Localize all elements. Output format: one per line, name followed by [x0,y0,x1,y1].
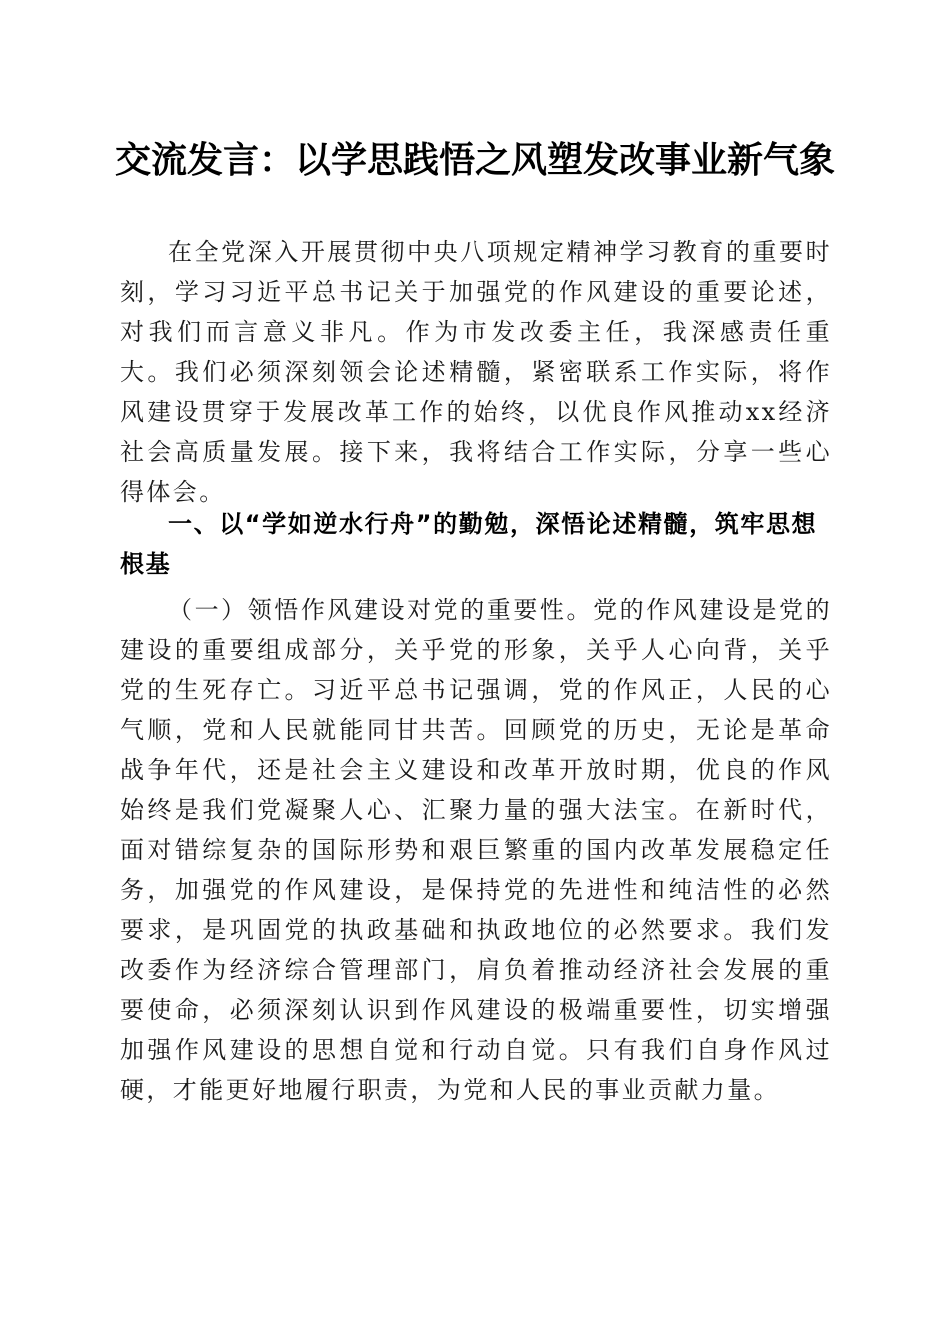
intro-paragraph: 在全党深入开展贯彻中央八项规定精神学习教育的重要时刻，学习习近平总书记关于加强党的作风建设的重要论述，对我们而言意义非凡。作为市发改委主任，我深感责任重大。我们必须深刻领会论述精髓，紧密联系工作实际，将作风建设贯穿于发展改革工作的始终，以优良作风推动xx经济社会高质量发展。接下来，我将结合工作实际，分享一些心得体会。 [120,238,832,506]
section-paragraph-1 [120,590,832,1110]
section-heading-1: 一、以“学如逆水行舟”的勤勉，深悟论述精髓，筑牢思想根基 [120,510,818,578]
document-title: 交流发言：以学思践悟之风塑发改事业新气象 [114,139,835,181]
subheading-1: （一）领悟作风建设对党的重要性。 [168,596,594,624]
section-paragraph-1-text: 党的作风建设是党的建设的重要组成部分，关乎党的形象，关乎人心向背，关乎党的生死存亡。习近平总书记强调，党的作风正，人民的心气顺，党和人民就能同甘共苦。回顾党的历史，无论是革命战争年代，还是社会主义建设和改革开放时期，优良的作风始终是我们党凝聚人心、汇聚力量的强大法宝。在新时代，面对错综复杂的国际形势和艰巨繁重的国内改革发展稳定任务，加强党的作风建设，是保持党的先进性和纯洁性的必然要求，是巩固党的执政基础和执政地位的必然要求。我们发改委作为经济综合管理部门，肩负着推动经济社会发展的重要使命，必须深刻认识到作风建设的极端重要性，切实增强加强作风建设的思想自觉和行动自觉。只有我们自身作风过硬，才能更好地履行职责，为党和人民的事业贡献力量。 [120,596,832,1104]
